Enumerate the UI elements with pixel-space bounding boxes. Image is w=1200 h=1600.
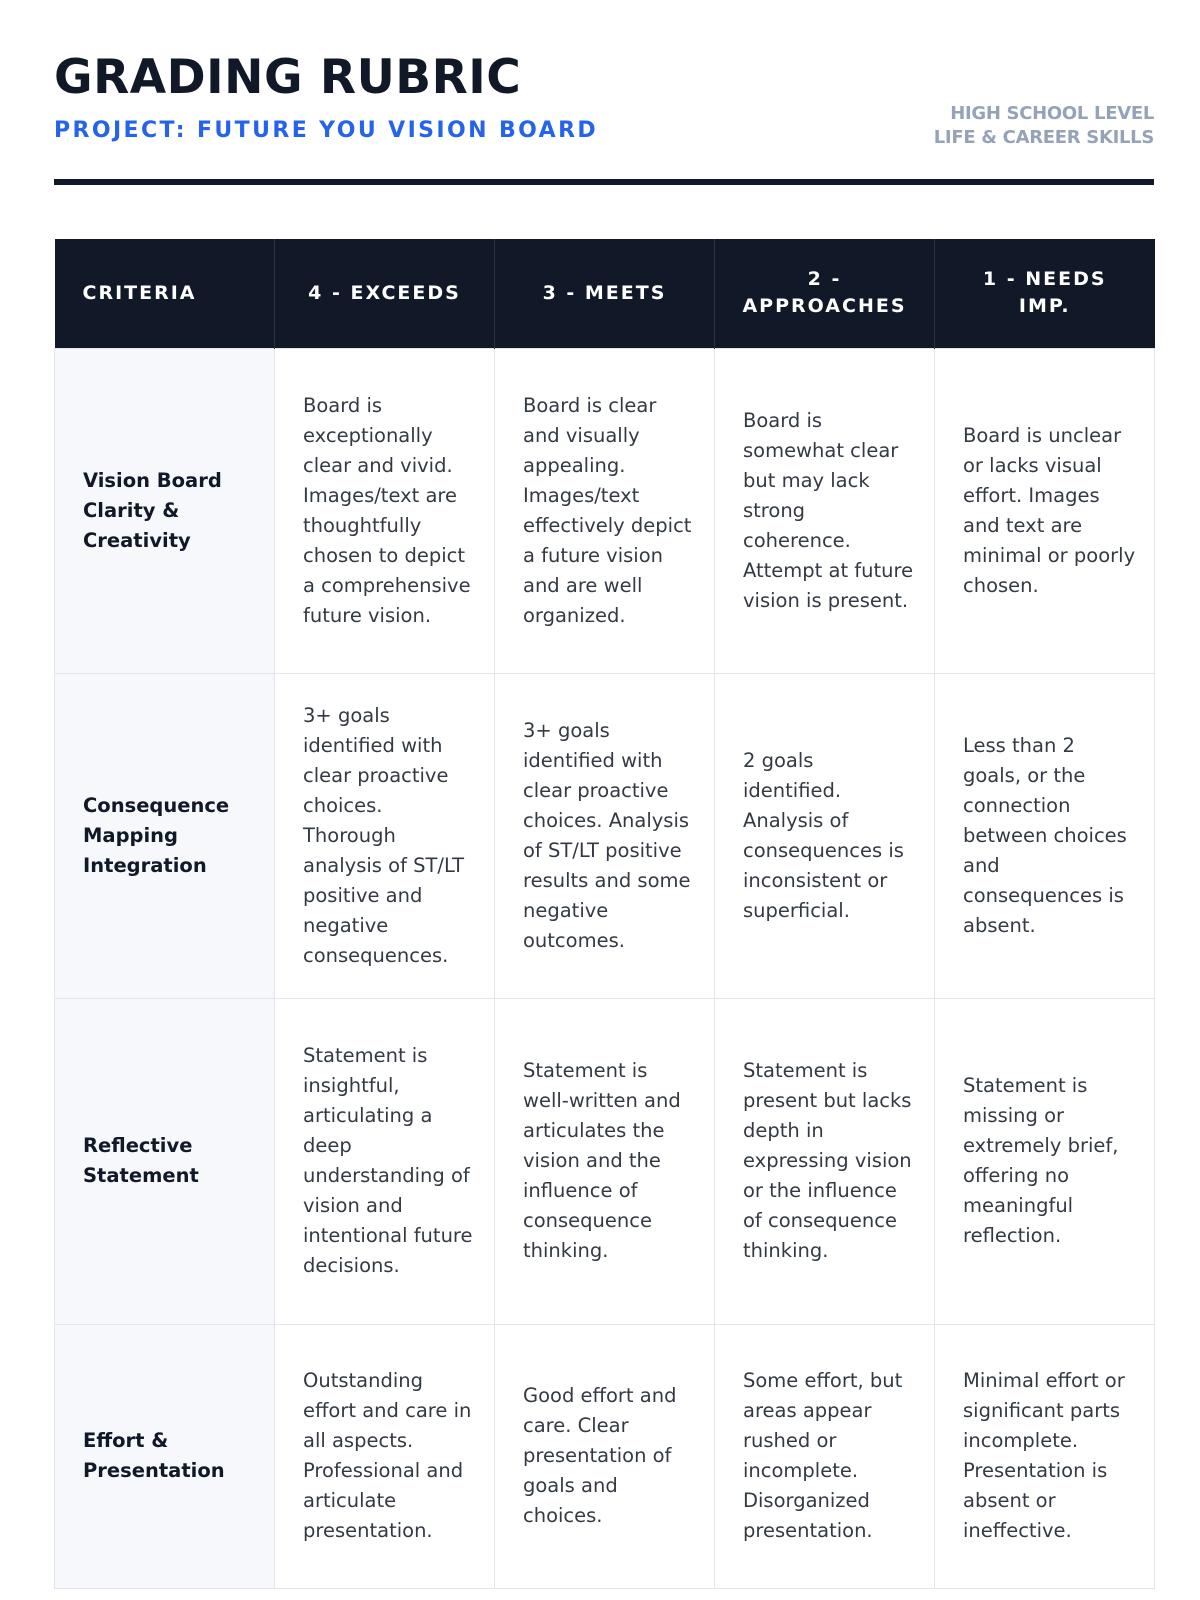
criterion-cell: Reflective Statement [55, 998, 275, 1324]
project-subtitle: PROJECT: FUTURE YOU VISION BOARD [54, 118, 599, 143]
rubric-cell: 3+ goals identified with clear proactive choices. Thorough analysis of ST/LT positive and negative consequences. [275, 673, 495, 998]
rubric-cell: Less than 2 goals, or the connection between choices and consequences is absent. [935, 673, 1155, 998]
column-header-needs-improvement: 1 - NEEDS IMP. [935, 239, 1155, 348]
column-header-criteria: CRITERIA [55, 239, 275, 348]
criterion-cell: Consequence Mapping Integration [55, 673, 275, 998]
page-title: GRADING RUBRIC [54, 50, 522, 105]
table-row [55, 348, 1155, 673]
header-row [55, 239, 1155, 348]
criterion-cell: Vision Board Clarity & Creativity [55, 348, 275, 673]
rubric-cell: Board is clear and visually appealing. Images/text effectively depict a future vision and are well organized. [495, 348, 715, 673]
rubric-cell: Statement is insightful, articulating a deep understanding of vision and intentional future decisions. [275, 998, 495, 1324]
rubric-cell: Minimal effort or significant parts incomplete. Presentation is absent or ineffective. [935, 1324, 1155, 1588]
header-divider [54, 179, 1154, 185]
level-label: HIGH SCHOOL LEVEL [950, 103, 1154, 124]
rubric-cell: Board is exceptionally clear and vivid. Images/text are thoughtfully chosen to depict a comprehensive future vision. [275, 348, 495, 673]
rubric-cell: 2 goals identified. Analysis of consequences is inconsistent or superficial. [715, 673, 935, 998]
course-label: LIFE & CAREER SKILLS [933, 127, 1154, 148]
table-row [55, 998, 1155, 1324]
criterion-cell: Effort & Presentation [55, 1324, 275, 1588]
rubric-cell: Statement is missing or extremely brief, offering no meaningful reflection. [935, 998, 1155, 1324]
course-meta [934, 102, 1154, 150]
rubric-cell: Good effort and care. Clear presentation of goals and choices. [495, 1324, 715, 1588]
column-header-approaches: 2 - APPROACHES [715, 239, 935, 348]
rubric-cell: Statement is well-written and articulates the vision and the influence of consequence thinking. [495, 998, 715, 1324]
table-row [55, 1324, 1155, 1588]
rubric-cell: Statement is present but lacks depth in expressing vision or the influence of consequence thinking. [715, 998, 935, 1324]
rubric-cell: 3+ goals identified with clear proactive choices. Analysis of ST/LT positive results and some negative outcomes. [495, 673, 715, 998]
rubric-cell: Some effort, but areas appear rushed or incomplete. Disorganized presentation. [715, 1324, 935, 1588]
column-header-exceeds: 4 - EXCEEDS [275, 239, 495, 348]
rubric-cell: Board is somewhat clear but may lack strong coherence. Attempt at future vision is present. [715, 348, 935, 673]
rubric-cell: Board is unclear or lacks visual effort. Images and text are minimal or poorly chosen. [935, 348, 1155, 673]
table-row [55, 673, 1155, 998]
rubric-table [54, 239, 1155, 1589]
rubric-cell: Outstanding effort and care in all aspects. Professional and articulate presentation. [275, 1324, 495, 1588]
page-header [54, 52, 1154, 182]
column-header-meets: 3 - MEETS [495, 239, 715, 348]
